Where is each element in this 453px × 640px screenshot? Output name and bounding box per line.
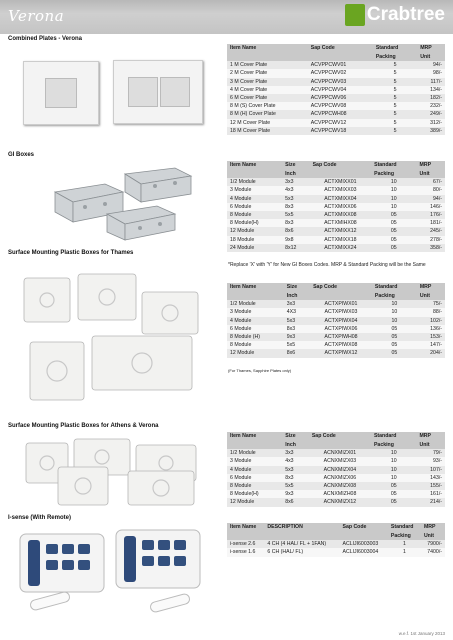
table-cell: 176/-: [417, 211, 445, 219]
table-cell: 93/-: [416, 457, 445, 465]
thames-table: [227, 283, 445, 358]
table-cell: 94/-: [417, 195, 445, 203]
table-cell: 8 Module: [227, 341, 284, 349]
col-header: Item Name: [227, 523, 264, 532]
table-header-row: [227, 523, 445, 532]
table-cell: ACNXMIZX03: [309, 457, 371, 465]
section-title-gi: GI Boxes: [8, 152, 35, 158]
gi-boxes-image: [45, 162, 205, 242]
table-cell: 134/-: [417, 86, 445, 94]
cover-plate-image: [23, 61, 99, 125]
col-subheader: [308, 53, 373, 61]
table-row: [227, 449, 445, 457]
table-cell: 155/-: [416, 482, 445, 490]
thames-note: (For Thames, Sapphire Plates only): [228, 368, 292, 373]
table-cell: 3x3: [282, 449, 309, 457]
table-cell: 8 Module(H): [227, 219, 282, 227]
col-subheader: [264, 532, 339, 540]
table-cell: 161/-: [416, 490, 445, 498]
table-cell: ACVPPCWV12: [308, 119, 373, 127]
table-row: [227, 69, 445, 77]
table-cell: 4 M Cover Plate: [227, 86, 308, 94]
table-row: [227, 457, 445, 465]
crabtree-logo: [345, 4, 445, 26]
table-cell: 4 Module: [227, 466, 282, 474]
table-cell: ACTXMIHX08: [310, 219, 372, 227]
table-row: [227, 119, 445, 127]
table-cell: ACVPPCWV01: [308, 61, 373, 69]
table-cell: ACNXMIZX08: [309, 482, 371, 490]
col-header: Item Name: [227, 432, 282, 441]
table-cell: 8 Module(H): [227, 490, 282, 498]
col-subheader: Inch: [284, 292, 310, 300]
table-cell: 214/-: [416, 498, 445, 506]
table-cell: 5: [373, 110, 417, 118]
table-row: [227, 474, 445, 482]
table-cell: 05: [371, 490, 417, 498]
table-cell: 10: [371, 178, 416, 186]
col-header: Item Name: [227, 44, 308, 53]
col-subheader: Unit: [417, 53, 445, 61]
table-cell: 278/-: [417, 236, 445, 244]
table-row: [227, 317, 445, 325]
col-subheader: [310, 292, 372, 300]
col-header: DESCRIPTION: [264, 523, 339, 532]
table-row: [227, 300, 445, 308]
isense-table: [227, 523, 445, 557]
col-header: Size: [282, 432, 309, 441]
table-cell: 4 Module: [227, 195, 282, 203]
table-cell: 8x3: [282, 219, 310, 227]
table-row: [227, 78, 445, 86]
table-cell: 8x6: [284, 349, 310, 357]
table-cell: ACTXPIWX04: [310, 317, 372, 325]
table-cell: 1/2 Module: [227, 300, 284, 308]
table-cell: 9x8: [282, 236, 310, 244]
table-cell: ACTXMIXX04: [310, 195, 372, 203]
table-cell: i-sense 1.6: [227, 548, 264, 556]
table-row: [227, 178, 445, 186]
col-subheader: [227, 441, 282, 449]
col-subheader: [227, 532, 264, 540]
table-cell: 146/-: [417, 203, 445, 211]
table-cell: 6 CH (HAL/ FL): [264, 548, 339, 556]
table-cell: 5: [373, 127, 417, 135]
section-title-isense: I-sense (With Remote): [8, 515, 71, 521]
table-row: [227, 325, 445, 333]
table-cell: i-sense 2.6: [227, 540, 264, 548]
table-cell: 5: [373, 119, 417, 127]
table-header-row: [227, 44, 445, 53]
table-cell: ACVPPCWV18: [308, 127, 373, 135]
table-cell: 5x5: [282, 211, 310, 219]
table-cell: 8x3: [284, 325, 310, 333]
col-subheader: Unit: [416, 441, 445, 449]
col-header: MRP: [417, 44, 445, 53]
table-cell: 182/-: [417, 94, 445, 102]
table-cell: 147/-: [417, 341, 445, 349]
table-cell: 10: [371, 457, 417, 465]
table-cell: 05: [372, 333, 417, 341]
col-header: MRP: [417, 161, 445, 170]
table-row: [227, 61, 445, 69]
table-cell: 5x3: [284, 317, 310, 325]
table-cell: 10: [371, 195, 416, 203]
table-cell: 05: [371, 482, 417, 490]
table-cell: ACNXMIZX06: [309, 474, 371, 482]
table-cell: ACTXPIWX12: [310, 349, 372, 357]
table-cell: ACVPPCWV04: [308, 86, 373, 94]
table-row: [227, 349, 445, 357]
table-cell: 3 Module: [227, 308, 284, 316]
table-cell: 05: [371, 211, 416, 219]
table-row: [227, 127, 445, 135]
isense-panels-image: [12, 524, 212, 616]
table-row: [227, 186, 445, 194]
table-row: [227, 466, 445, 474]
table-cell: 10: [371, 449, 417, 457]
table-cell: 18 Module: [227, 236, 282, 244]
col-subheader: Unit: [417, 170, 445, 178]
table-cell: ACVPPCWV06: [308, 94, 373, 102]
col-header: Standard: [388, 523, 421, 532]
col-header: Standard: [373, 44, 417, 53]
table-row: [227, 110, 445, 118]
table-cell: 4x3: [282, 186, 310, 194]
table-cell: ACTXPIWX01: [310, 300, 372, 308]
col-subheader: Packing: [373, 53, 417, 61]
table-cell: 5x5: [284, 341, 310, 349]
table-cell: 6 Module: [227, 203, 282, 211]
table-cell: 143/-: [416, 474, 445, 482]
table-cell: 312/-: [417, 119, 445, 127]
table-row: [227, 482, 445, 490]
table-cell: 3 Module: [227, 186, 282, 194]
table-cell: 10: [371, 474, 417, 482]
col-header: MRP: [416, 432, 445, 441]
table-cell: 5: [373, 78, 417, 86]
table-cell: ACTXPIWX06: [310, 325, 372, 333]
table-cell: 181/-: [417, 219, 445, 227]
table-cell: 204/-: [417, 349, 445, 357]
table-subheader-row: [227, 170, 445, 178]
table-row: [227, 244, 445, 252]
table-cell: 3 M Cover Plate: [227, 78, 308, 86]
table-row: [227, 498, 445, 506]
col-subheader: [339, 532, 387, 540]
table-cell: 358/-: [417, 244, 445, 252]
col-subheader: Packing: [371, 441, 417, 449]
table-cell: 245/-: [417, 227, 445, 235]
table-cell: 5x5: [282, 482, 309, 490]
table-header-row: [227, 283, 445, 292]
table-cell: 389/-: [417, 127, 445, 135]
table-cell: ACTXMIXX06: [310, 203, 372, 211]
table-row: [227, 219, 445, 227]
table-cell: 24 Module: [227, 244, 282, 252]
table-cell: 2 M Cover Plate: [227, 69, 308, 77]
table-row: [227, 333, 445, 341]
table-cell: 5: [373, 102, 417, 110]
table-cell: 107/-: [416, 466, 445, 474]
section-title-thames: Surface Mounting Plastic Boxes for Thames: [8, 250, 134, 256]
table-cell: ACNXMIZX12: [309, 498, 371, 506]
table-row: [227, 195, 445, 203]
table-cell: 9x3: [284, 333, 310, 341]
table-cell: 8x3: [282, 474, 309, 482]
table-cell: 1: [388, 548, 421, 556]
col-header: MRP: [417, 283, 445, 292]
table-cell: 232/-: [417, 102, 445, 110]
gi-boxes-table: [227, 161, 445, 252]
table-cell: ACTXMIXX01: [310, 178, 372, 186]
table-cell: ACLIJI6003003: [339, 540, 387, 548]
plates-table: [227, 44, 445, 135]
table-cell: 8 M (S) Cover Plate: [227, 102, 308, 110]
col-header: Size: [284, 283, 310, 292]
table-cell: 4x3: [282, 457, 309, 465]
table-cell: 10: [372, 308, 417, 316]
col-header: Standard: [372, 283, 417, 292]
section-title-athens: Surface Mounting Plastic Boxes for Athens & Verona: [8, 423, 159, 429]
table-row: [227, 308, 445, 316]
table-row: [227, 548, 445, 556]
table-cell: 8x6: [282, 227, 310, 235]
table-cell: 05: [371, 244, 416, 252]
crabtree-logo-text: Crabtree: [366, 4, 445, 25]
table-cell: 05: [371, 227, 416, 235]
col-subheader: Unit: [421, 532, 445, 540]
athens-boxes-image: [18, 437, 203, 509]
table-cell: 117/-: [417, 78, 445, 86]
table-subheader-row: [227, 441, 445, 449]
col-header: Item Name: [227, 161, 282, 170]
table-cell: 1: [388, 540, 421, 548]
cover-plate-2m-image: [113, 60, 203, 124]
table-cell: 9x3: [282, 490, 309, 498]
col-header: Sap Code: [309, 432, 371, 441]
table-cell: 94/-: [417, 61, 445, 69]
verona-brand: Verona: [8, 7, 65, 25]
table-cell: ACTXMIXX08: [310, 211, 372, 219]
col-subheader: Inch: [282, 441, 309, 449]
table-cell: 05: [371, 236, 416, 244]
table-row: [227, 94, 445, 102]
table-cell: 8 M (H) Cover Plate: [227, 110, 308, 118]
table-row: [227, 236, 445, 244]
table-cell: 80/-: [417, 186, 445, 194]
table-cell: 102/-: [417, 317, 445, 325]
table-cell: 5x3: [282, 195, 310, 203]
table-cell: 3x3: [284, 300, 310, 308]
page-header: [0, 0, 453, 34]
table-cell: 1 M Cover Plate: [227, 61, 308, 69]
table-cell: ACVPPCWV02: [308, 69, 373, 77]
table-cell: 1/2 Module: [227, 178, 282, 186]
table-subheader-row: [227, 292, 445, 300]
table-cell: 10: [371, 186, 416, 194]
table-cell: 6 Module: [227, 474, 282, 482]
table-cell: 67/-: [417, 178, 445, 186]
col-subheader: [227, 170, 282, 178]
col-header: Sap Code: [310, 283, 372, 292]
athens-table: [227, 432, 445, 507]
table-cell: 1/2 Module: [227, 449, 282, 457]
table-cell: ACTXPIWH08: [310, 333, 372, 341]
table-cell: 05: [372, 349, 417, 357]
col-header: Item Name: [227, 283, 284, 292]
col-subheader: Packing: [388, 532, 421, 540]
col-subheader: [227, 292, 284, 300]
table-cell: ACVPPCWH08: [308, 110, 373, 118]
table-cell: 4 CH (4 HAL/ FL + 1FAN): [264, 540, 339, 548]
table-row: [227, 540, 445, 548]
table-cell: 153/-: [417, 333, 445, 341]
table-cell: ACTXMIXX24: [310, 244, 372, 252]
table-cell: ACNXMIZX04: [309, 466, 371, 474]
table-cell: ACVPPCWV08: [308, 102, 373, 110]
col-header: Standard: [371, 432, 417, 441]
table-cell: 5: [373, 86, 417, 94]
col-subheader: Packing: [371, 170, 416, 178]
table-cell: 05: [371, 498, 417, 506]
table-cell: 12 Module: [227, 227, 282, 235]
table-cell: 249/-: [417, 110, 445, 118]
table-cell: 12 Module: [227, 498, 282, 506]
col-header: MRP: [421, 523, 445, 532]
crabtree-logo-mark-icon: [345, 4, 365, 26]
table-cell: 3 Module: [227, 457, 282, 465]
col-subheader: [227, 53, 308, 61]
table-cell: ACVPPCWV03: [308, 78, 373, 86]
footer-effective-date: w.e.f. 1st January 2013: [398, 631, 445, 636]
col-subheader: Unit: [417, 292, 445, 300]
table-row: [227, 102, 445, 110]
table-subheader-row: [227, 532, 445, 540]
table-cell: 8x6: [282, 498, 309, 506]
table-cell: ACNXMIZH08: [309, 490, 371, 498]
table-cell: 5: [373, 61, 417, 69]
table-cell: 98/-: [417, 69, 445, 77]
table-cell: 10: [372, 300, 417, 308]
table-subheader-row: [227, 53, 445, 61]
table-row: [227, 86, 445, 94]
table-cell: 8x3: [282, 203, 310, 211]
table-row: [227, 203, 445, 211]
table-cell: 6 M Cover Plate: [227, 94, 308, 102]
table-cell: 05: [371, 219, 416, 227]
table-cell: 5x3: [282, 466, 309, 474]
table-cell: 05: [372, 341, 417, 349]
table-cell: 4 Module: [227, 317, 284, 325]
table-row: [227, 227, 445, 235]
table-cell: 18 M Cover Plate: [227, 127, 308, 135]
table-cell: 3x3: [282, 178, 310, 186]
table-cell: 136/-: [417, 325, 445, 333]
table-row: [227, 341, 445, 349]
table-cell: 12 Module: [227, 349, 284, 357]
col-header: Size: [282, 161, 310, 170]
col-subheader: Inch: [282, 170, 310, 178]
table-cell: 5: [373, 69, 417, 77]
table-row: [227, 211, 445, 219]
table-cell: ACTXPIWX03: [310, 308, 372, 316]
table-cell: 12 M Cover Plate: [227, 119, 308, 127]
table-cell: 6 Module: [227, 325, 284, 333]
gi-note: *Replace 'X' with 'Y' for New GI Boxes Codes. MRP & Standard Packing will be the Same: [228, 262, 426, 268]
table-cell: ACTXMIXX18: [310, 236, 372, 244]
table-cell: 05: [372, 325, 417, 333]
col-subheader: Packing: [372, 292, 417, 300]
col-header: Sap Code: [310, 161, 372, 170]
table-cell: 8 Module: [227, 482, 282, 490]
col-header: Sap Code: [308, 44, 373, 53]
table-cell: ACLIJI6003004: [339, 548, 387, 556]
table-cell: 4X3: [284, 308, 310, 316]
table-cell: 10: [372, 317, 417, 325]
table-cell: 10: [371, 466, 417, 474]
table-cell: ACTXMIXX03: [310, 186, 372, 194]
table-cell: 88/-: [417, 308, 445, 316]
table-header-row: [227, 432, 445, 441]
table-cell: 7900/-: [421, 540, 445, 548]
thames-boxes-image: [18, 270, 203, 410]
table-cell: 8x12: [282, 244, 310, 252]
col-header: Standard: [371, 161, 416, 170]
table-cell: ACNXMIZX01: [309, 449, 371, 457]
table-cell: 8 Module (H): [227, 333, 284, 341]
table-cell: 75/-: [417, 300, 445, 308]
table-cell: 79/-: [416, 449, 445, 457]
table-cell: 5: [373, 94, 417, 102]
table-row: [227, 490, 445, 498]
table-cell: 10: [371, 203, 416, 211]
col-subheader: [310, 170, 372, 178]
table-header-row: [227, 161, 445, 170]
table-cell: 8 Module: [227, 211, 282, 219]
col-subheader: [309, 441, 371, 449]
section-title-plates: Combined Plates - Verona: [8, 36, 83, 42]
table-cell: ACTXMIXX12: [310, 227, 372, 235]
table-cell: ACTXPIWX08: [310, 341, 372, 349]
table-cell: 7400/-: [421, 548, 445, 556]
col-header: Sap Code: [339, 523, 387, 532]
